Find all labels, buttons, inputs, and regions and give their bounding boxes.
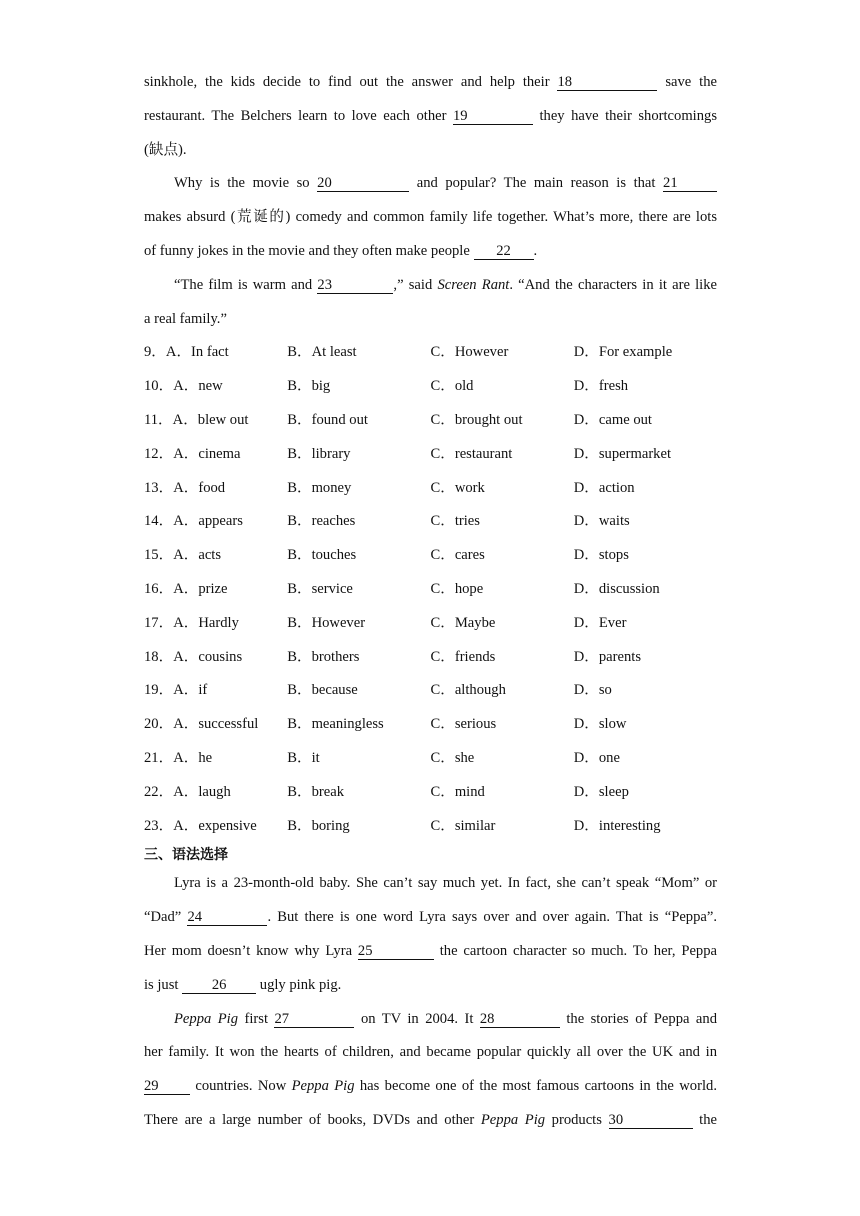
option-row [144, 641, 717, 675]
option-b: B．library [287, 445, 351, 462]
option-a: 18．A．cousins [144, 648, 243, 665]
text-span: . But there is one word Lyra says over and over again. That is “Peppa”. [267, 909, 717, 926]
blank-30: 30 [609, 1112, 693, 1129]
passage-line [144, 235, 717, 269]
text-span: Lyra is a 23-month-old baby. She can’t say much yet. In fact, she can’t speak “Mom” or [174, 875, 717, 892]
text-span: Why is the movie so [174, 175, 310, 192]
option-row [144, 573, 717, 607]
option-b: B．reaches [287, 513, 356, 530]
option-c: C．friends [430, 648, 496, 665]
text-span: ,” said [393, 276, 433, 293]
option-b: B．it [287, 749, 320, 766]
text-span: sinkhole, the kids decide to find out the answer and help their [144, 74, 550, 90]
option-b: B．brothers [287, 648, 360, 665]
blank-28: 28 [480, 1011, 560, 1028]
option-c: C．mind [430, 783, 485, 800]
passage-line [144, 901, 717, 935]
text-span: makes absurd (荒诞的) comedy and common family life together. What’s more, there are lots [144, 209, 717, 226]
option-d: D．supermarket [573, 445, 672, 462]
text-span: on TV in 2004. It [360, 1010, 474, 1027]
text-span: save the [665, 74, 717, 90]
option-d: D．fresh [573, 378, 629, 395]
option-d: D．came out [573, 411, 652, 428]
text-span: There are a large number of books, DVDs and other [144, 1111, 475, 1128]
option-c: C．she [430, 749, 475, 766]
text-span: and popular? The main reason is that [416, 175, 656, 192]
text-span: the cartoon character so much. To her, Peppa [439, 942, 717, 959]
blank-26: 26 [182, 977, 256, 994]
text-span: countries. Now [195, 1078, 287, 1095]
option-d: D．parents [573, 648, 642, 665]
text-span: Her mom doesn’t know why Lyra [144, 942, 353, 959]
option-row [144, 607, 717, 641]
option-row [144, 505, 717, 539]
passage-line [144, 969, 717, 1003]
option-d: D．interesting [573, 817, 661, 834]
italic-title: Peppa Pig [291, 1078, 355, 1095]
option-c: C．cares [430, 547, 485, 564]
option-b: B．break [287, 783, 344, 800]
passage-line [144, 1003, 717, 1037]
passage-line [144, 167, 717, 201]
option-b: B．touches [287, 547, 357, 564]
option-d: D．one [573, 749, 620, 766]
blank-20: 20 [317, 175, 409, 192]
option-b: B．meaningless [287, 716, 384, 733]
text-span: ugly pink pig. [259, 976, 342, 993]
option-b: B．found out [287, 411, 368, 428]
option-a: 22．A．laugh [144, 783, 231, 800]
passage-line [144, 269, 717, 303]
option-row [144, 336, 717, 370]
option-a: 10．A．new [144, 378, 223, 395]
option-a: 13．A．food [144, 479, 226, 496]
text-span: her family. It won the hearts of children, and became popular quickly all over the UK and in [144, 1044, 717, 1061]
option-d: D．so [573, 682, 612, 699]
blank-21: 21 [663, 175, 717, 192]
option-d: D．action [573, 479, 635, 496]
option-d: D．slow [573, 716, 627, 733]
option-row [144, 404, 717, 438]
option-c: C．restaurant [430, 445, 513, 462]
option-b: B．service [287, 580, 353, 597]
option-a: 12．A．cinema [144, 445, 241, 462]
blank-24: 24 [187, 909, 267, 926]
option-row [144, 708, 717, 742]
option-a: 14．A．appears [144, 513, 243, 530]
option-b: B．At least [287, 344, 357, 361]
text-span: a real family.” [144, 310, 227, 327]
text-span: restaurant. The Belchers learn to love each other [144, 107, 447, 124]
option-a: 15．A．acts [144, 547, 222, 564]
option-c: C．However [430, 344, 509, 361]
text-span: “Dad” [144, 909, 182, 926]
text-span: (缺点). [144, 141, 187, 158]
option-row [144, 810, 717, 844]
option-d: D．Ever [573, 614, 627, 631]
text-span: the stories of Peppa and [566, 1010, 717, 1027]
option-a: 21．A．he [144, 749, 213, 766]
text-span: products [551, 1111, 602, 1128]
text-span: . [533, 242, 538, 259]
option-c: C．old [430, 378, 474, 395]
option-d: D．stops [573, 547, 629, 564]
text-span: “The film is warm and [174, 276, 313, 293]
text-span: first [244, 1010, 268, 1027]
option-row [144, 776, 717, 810]
option-row [144, 539, 717, 573]
option-row [144, 472, 717, 506]
option-d: D．waits [573, 513, 630, 530]
text-span: of funny jokes in the movie and they often make people [144, 242, 470, 259]
option-c: C．work [430, 479, 485, 496]
text-span: . “And the characters in it are like [509, 276, 717, 293]
option-a: 19．A．if [144, 682, 208, 699]
option-c: C．similar [430, 817, 496, 834]
option-c: C．serious [430, 716, 497, 733]
option-a: 23．A．expensive [144, 817, 257, 834]
option-d: D．sleep [573, 783, 629, 800]
passage-line [144, 201, 717, 235]
option-c: C．tries [430, 513, 480, 530]
blank-19: 19 [453, 108, 533, 125]
option-c: C．brought out [430, 411, 523, 428]
italic-title: Peppa Pig [174, 1010, 239, 1027]
option-c: C．hope [430, 580, 484, 597]
option-a: 9．A．In fact [144, 344, 229, 361]
option-row [144, 438, 717, 472]
option-a: 20．A．successful [144, 716, 259, 733]
passage-line [144, 1036, 717, 1070]
text-span: has become one of the most famous cartoons in the world. [359, 1078, 717, 1095]
text-span: they have their shortcomings [539, 107, 717, 124]
passage-line [144, 935, 717, 969]
blank-27: 27 [274, 1011, 354, 1028]
text-span: is just [144, 976, 179, 993]
passage-line [144, 134, 717, 168]
italic-title: Peppa Pig [480, 1111, 546, 1128]
option-b: B．big [287, 378, 331, 395]
passage-line [144, 1104, 717, 1138]
option-b: B．because [287, 682, 358, 699]
text-span: the [699, 1111, 717, 1128]
options-list [144, 336, 717, 843]
document-page [144, 66, 717, 1138]
passage-line [144, 100, 717, 134]
option-c: C．although [430, 682, 506, 699]
passage-line [144, 1070, 717, 1104]
option-a: 11．A．blew out [144, 411, 249, 428]
passage-line [144, 66, 717, 100]
option-row [144, 370, 717, 404]
option-b: B．boring [287, 817, 350, 834]
option-a: 17．A．Hardly [144, 614, 239, 631]
blank-29: 29 [144, 1078, 190, 1095]
blank-18: 18 [557, 74, 657, 91]
blank-22: 22 [474, 243, 534, 260]
option-a: 16．A．prize [144, 580, 228, 597]
italic-title: Screen Rant [437, 276, 510, 293]
passage-line [144, 303, 717, 337]
option-row [144, 742, 717, 776]
option-c: C．Maybe [430, 614, 496, 631]
section-heading: 三、语法选择 [144, 847, 228, 864]
blank-25: 25 [358, 943, 434, 960]
option-d: D．discussion [573, 580, 660, 597]
passage-line [144, 867, 717, 901]
option-b: B．money [287, 479, 352, 496]
option-row [144, 674, 717, 708]
blank-23: 23 [317, 277, 393, 294]
option-d: D．For example [573, 344, 673, 361]
option-b: B．However [287, 614, 366, 631]
